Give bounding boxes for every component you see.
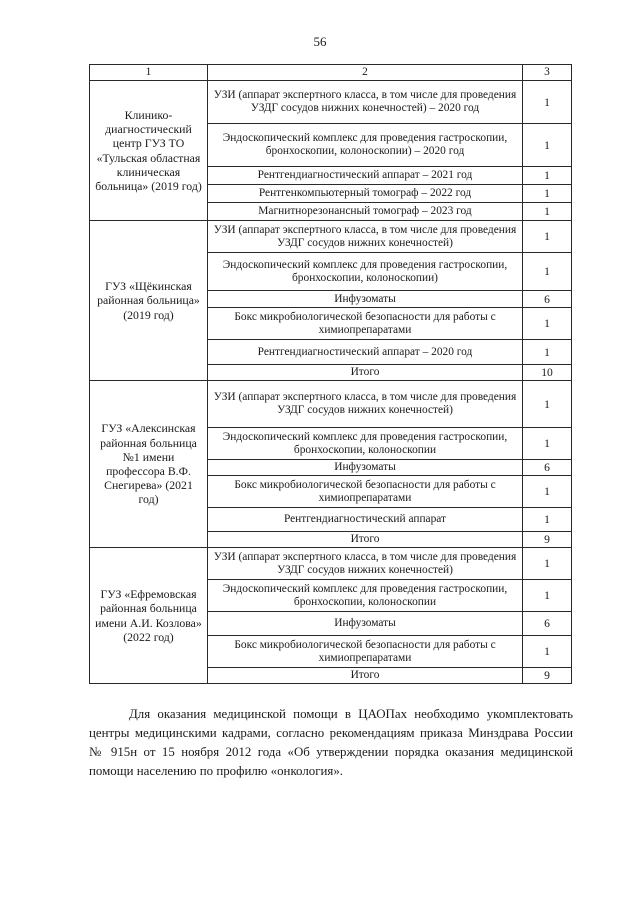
equipment-item: Инфузоматы: [208, 460, 523, 476]
equipment-item: Рентгендиагностический аппарат: [208, 508, 523, 532]
equipment-item: Эндоскопический комплекс для проведения гастроскопии, бронхоскопии, колоноскопии: [208, 428, 523, 460]
quantity-cell: 6: [523, 291, 572, 308]
table-row: [90, 221, 572, 253]
quantity-cell: 1: [523, 508, 572, 532]
body-paragraph: Для оказания медицинской помощи в ЦАОПах необходимо укомплектовать центры медицинскими кадрами, согласно рекомендациям приказа Минздрава России № 915н от 15 ноября 2012 года «Об утверждении порядка оказания медицинской помощи населению по профилю «онкология».: [89, 706, 573, 778]
total-label: Итого: [208, 668, 523, 684]
quantity-cell: 1: [523, 81, 572, 124]
page-number: 56: [313, 34, 327, 49]
table-row: [90, 81, 572, 124]
table-header-row: [90, 65, 572, 81]
equipment-item: Бокс микробиологической безопасности для работы с химиопрепаратами: [208, 636, 523, 668]
quantity-cell: 1: [523, 476, 572, 508]
equipment-table: [89, 64, 572, 684]
quantity-cell: 1: [523, 308, 572, 340]
table-row: [90, 381, 572, 428]
equipment-item: Эндоскопический комплекс для проведения гастроскопии, бронхоскопии, колоноскопии: [208, 580, 523, 612]
equipment-item: УЗИ (аппарат экспертного класса, в том числе для проведения УЗДГ сосудов нижних конечностей): [208, 548, 523, 580]
equipment-item: Эндоскопический комплекс для проведения гастроскопии, бронхоскопии, колоноскопии): [208, 253, 523, 291]
organization-cell: ГУЗ «Ефремовская районная больница имени А.И. Козлова» (2022 год): [90, 548, 208, 684]
quantity-cell: 1: [523, 580, 572, 612]
equipment-item: Бокс микробиологической безопасности для работы с химиопрепаратами: [208, 308, 523, 340]
equipment-item: Рентгендиагностический аппарат – 2021 год: [208, 167, 523, 185]
equipment-item: Инфузоматы: [208, 291, 523, 308]
quantity-cell: 6: [523, 612, 572, 636]
quantity-cell: 6: [523, 460, 572, 476]
total-quantity: 9: [523, 668, 572, 684]
equipment-item: Эндоскопический комплекс для проведения гастроскопии, бронхоскопии, колоноскопии) – 2020 год: [208, 124, 523, 167]
organization-cell: Клинико-диагностический центр ГУЗ ТО «Тульская областная клиническая больница» (2019 год): [90, 81, 208, 221]
quantity-cell: 1: [523, 253, 572, 291]
equipment-item: Инфузоматы: [208, 612, 523, 636]
equipment-item: УЗИ (аппарат экспертного класса, в том числе для проведения УЗДГ сосудов нижних конечностей): [208, 221, 523, 253]
quantity-cell: 1: [523, 381, 572, 428]
quantity-cell: 1: [523, 167, 572, 185]
equipment-item: Рентгенкомпьютерный томограф – 2022 год: [208, 185, 523, 203]
equipment-item: Бокс микробиологической безопасности для работы с химиопрепаратами: [208, 476, 523, 508]
quantity-cell: 1: [523, 636, 572, 668]
quantity-cell: 1: [523, 340, 572, 365]
total-label: Итого: [208, 365, 523, 381]
quantity-cell: 1: [523, 221, 572, 253]
quantity-cell: 1: [523, 203, 572, 221]
total-label: Итого: [208, 532, 523, 548]
table-row: [90, 548, 572, 580]
quantity-cell: 1: [523, 428, 572, 460]
organization-cell: ГУЗ «Щёкинская районная больница» (2019 год): [90, 221, 208, 381]
total-quantity: 10: [523, 365, 572, 381]
equipment-item: УЗИ (аппарат экспертного класса, в том числе для проведения УЗДГ сосудов нижних конечностей): [208, 381, 523, 428]
quantity-cell: 1: [523, 185, 572, 203]
total-quantity: 9: [523, 532, 572, 548]
equipment-item: Рентгендиагностический аппарат – 2020 год: [208, 340, 523, 365]
organization-cell: ГУЗ «Алексинская районная больница №1 имени профессора В.Ф. Снегирева» (2021 год): [90, 381, 208, 548]
quantity-cell: 1: [523, 548, 572, 580]
header-cell: 2: [208, 65, 523, 81]
equipment-item: Магнитнорезонансный томограф – 2023 год: [208, 203, 523, 221]
quantity-cell: 1: [523, 124, 572, 167]
header-cell: 3: [523, 65, 572, 81]
equipment-item: УЗИ (аппарат экспертного класса, в том числе для проведения УЗДГ сосудов нижних конечностей) – 2020 год: [208, 81, 523, 124]
header-cell: 1: [90, 65, 208, 81]
